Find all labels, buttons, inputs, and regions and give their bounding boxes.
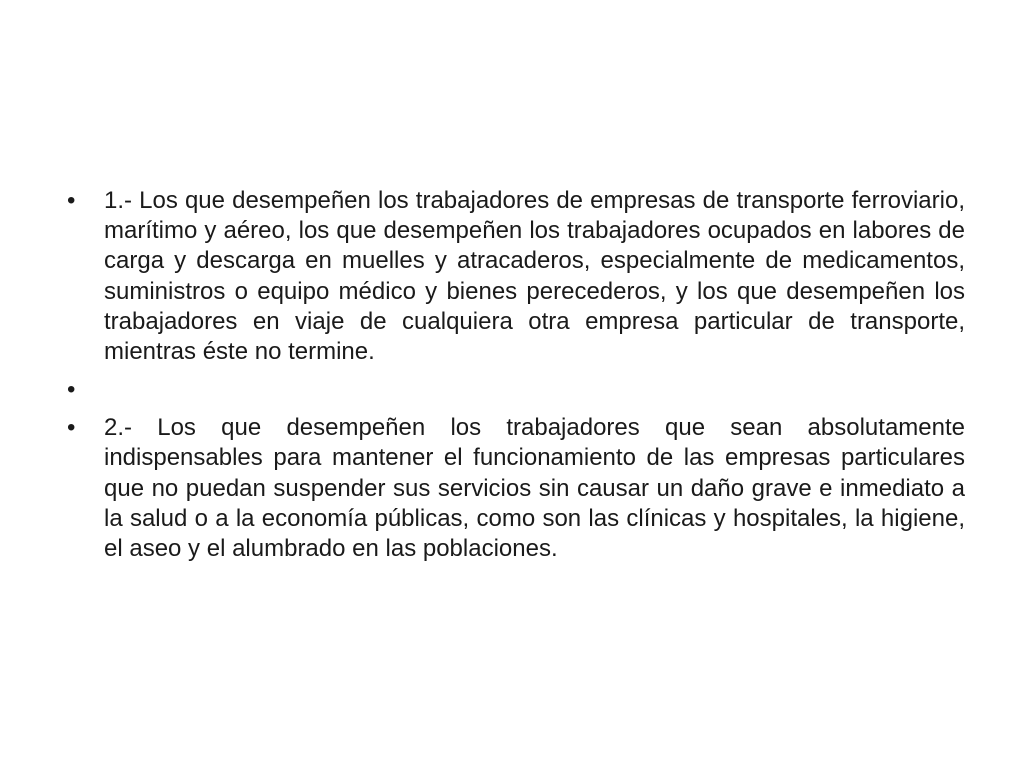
- bullet-item-2: [63, 375, 965, 405]
- bullet-marker: •: [67, 414, 76, 442]
- bullet-marker: •: [67, 187, 76, 214]
- bullet-item-1: [63, 186, 965, 367]
- bullet-marker: •: [67, 376, 76, 404]
- bullet-list: [63, 186, 965, 564]
- bullet-item-3: [63, 413, 965, 564]
- bullet-text: 1.- Los que desempeñen los trabajadores de empresas de transporte ferroviario, marítimo y aéreo, los que desempeñen los trabajadores ocupados en labores de carga y descarga en muelles y atracaderos, especialmente de medicamentos, suministros o equipo médico y bienes perecederos, y los que desempeñen los trabajadores en viaje de cualquiera otra empresa particular de transporte, mientras éste no termine.: [104, 187, 965, 366]
- bullet-text: 2.- Los que desempeñen los trabajadores que sean absolutamente indispensables para mantener el funcionamiento de las empresas particulares que no puedan suspender sus servicios sin causar un daño grave e inmediato a la salud o a la economía públicas, como son las clínicas y hospitales, la higiene, el aseo y el alumbrado en las poblaciones.: [104, 414, 965, 563]
- slide-content: [63, 186, 965, 564]
